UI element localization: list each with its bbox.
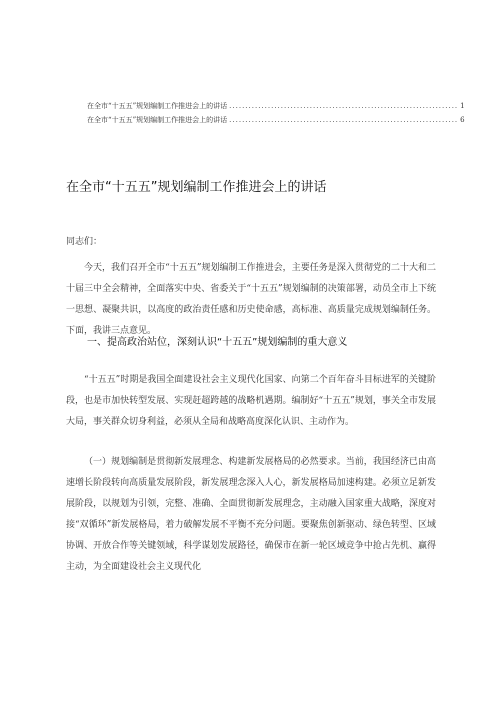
toc-dot-leader: .......................................................................	[229, 102, 459, 110]
salutation: 同志们：	[66, 237, 103, 247]
toc-page-number: 6	[460, 116, 465, 124]
toc-entry[interactable]	[87, 115, 465, 129]
body-paragraph: 今天，我们召开全市“十五五”规划编制工作推进会，主要任务是深入贯彻党的二十大和二十届三中全会精神，全面落实中央、省委关于“十五五”规划编制的决策部署，动员全市上下统一思想、凝聚共识，以高度的政治责任感和历史使命感，高标准、高质量完成规划编制任务。下面，我讲三点意见。	[66, 263, 436, 336]
toc-page-number: 1	[460, 102, 465, 110]
toc-entry[interactable]	[87, 101, 465, 115]
toc-dot-leader: .......................................................................	[229, 116, 459, 124]
section-heading: 一、提高政治站位，深刻认识“十五五”规划编制的重大意义	[87, 337, 348, 348]
table-of-contents	[87, 101, 465, 129]
document-title: 在全市“十五五”规划编制工作推进会上的讲话	[66, 180, 327, 195]
body-paragraph: （一）规划编制是贯彻新发展理念、构建新发展格局的必然要求。当前，我国经济已由高速增长阶段转向高质量发展阶段，新发展理念深入人心，新发展格局加速构建。必须立足新发展阶段，以规划为引领，完整、准确、全面贯彻新发展理念，主动融入国家重大战略，深度对接“双循环”新发展格局，着力破解发展不平衡不充分问题。要聚焦创新驱动、绿色转型、区域协调、开放合作等关键领域，科学谋划发展路径，确保市在新一轮区域竞争中抢占先机、赢得主动，为全面建设社会主义现代化	[66, 457, 436, 572]
body-paragraph: “十五五”时期是我国全面建设社会主义现代化国家、向第二个百年奋斗目标进军的关键阶段，也是市加快转型发展、实现赶超跨越的战略机遇期。编制好“十五五”规划，事关全市发展大局，事关群众切身利益，必须从全局和战略高度深化认识、主动作为。	[66, 375, 436, 427]
toc-entry-title: 在全市“十五五”规划编制工作推进会上的讲话	[87, 116, 228, 124]
toc-entry-title: 在全市“十五五”规划编制工作推进会上的讲话	[87, 102, 228, 110]
